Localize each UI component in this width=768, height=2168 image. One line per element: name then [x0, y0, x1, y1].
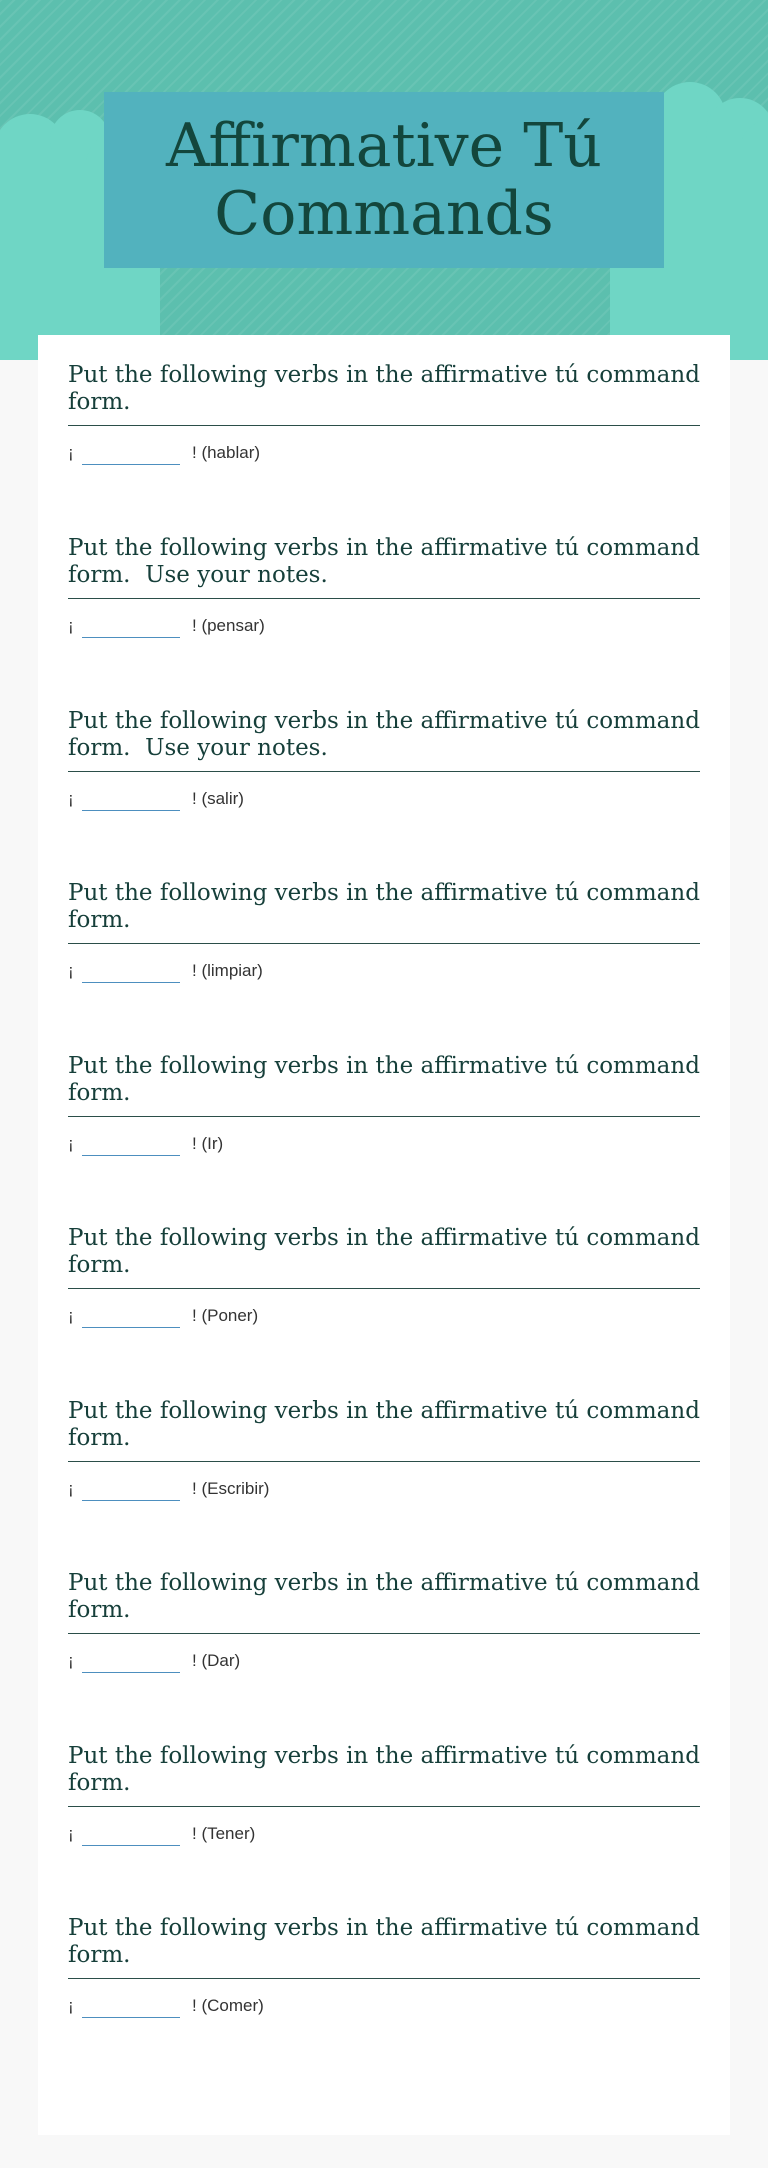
answer-input[interactable] — [82, 960, 180, 983]
answer-row — [68, 784, 700, 814]
open-exclamation: ¡ — [68, 1996, 74, 2015]
answer-input[interactable] — [82, 1823, 180, 1846]
question-9 — [68, 1743, 708, 1849]
answer-row — [68, 1819, 700, 1849]
open-exclamation: ¡ — [68, 789, 74, 808]
answer-row — [68, 1129, 700, 1159]
question-1 — [68, 362, 708, 468]
question-prompt: Put the following verbs in the affirmative tú command form. — [68, 1570, 700, 1634]
answer-input[interactable] — [82, 1133, 180, 1156]
question-prompt: Put the following verbs in the affirmative tú command form. — [68, 362, 700, 426]
header-banner — [0, 0, 768, 360]
question-2 — [68, 535, 708, 641]
verb-hint: ! (Escribir) — [192, 1479, 270, 1498]
open-exclamation: ¡ — [68, 1479, 74, 1498]
open-exclamation: ¡ — [68, 1134, 74, 1153]
open-exclamation: ¡ — [68, 1824, 74, 1843]
verb-hint: ! (salir) — [192, 789, 244, 808]
question-4 — [68, 880, 708, 986]
title-box — [104, 92, 664, 268]
verb-hint: ! (hablar) — [192, 443, 261, 462]
answer-input[interactable] — [82, 1995, 180, 2018]
question-10 — [68, 1915, 708, 2021]
verb-hint: ! (limpiar) — [192, 961, 263, 980]
question-3 — [68, 708, 708, 814]
answer-row — [68, 1646, 700, 1676]
answer-row — [68, 1474, 700, 1504]
question-6 — [68, 1225, 708, 1331]
verb-hint: ! (Comer) — [192, 1996, 264, 2015]
verb-hint: ! (pensar) — [192, 616, 265, 635]
verb-hint: ! (Poner) — [192, 1306, 259, 1325]
worksheet-card — [38, 335, 730, 2135]
answer-row — [68, 1991, 700, 2021]
question-7 — [68, 1398, 708, 1504]
question-prompt: Put the following verbs in the affirmative tú command form. — [68, 1915, 700, 1979]
question-prompt: Put the following verbs in the affirmative tú command form. — [68, 1053, 700, 1117]
question-prompt: Put the following verbs in the affirmative tú command form. — [68, 1743, 700, 1807]
verb-hint: ! (Tener) — [192, 1824, 256, 1843]
answer-input[interactable] — [82, 615, 180, 638]
open-exclamation: ¡ — [68, 1651, 74, 1670]
open-exclamation: ¡ — [68, 961, 74, 980]
open-exclamation: ¡ — [68, 443, 74, 462]
answer-row — [68, 611, 700, 641]
question-prompt: Put the following verbs in the affirmative tú command form. — [68, 1398, 700, 1462]
answer-input[interactable] — [82, 442, 180, 465]
verb-hint: ! (Dar) — [192, 1651, 241, 1670]
answer-input[interactable] — [82, 1650, 180, 1673]
page-title: Affirmative Tú Commands — [166, 111, 602, 249]
question-prompt: Put the following verbs in the affirmative tú command form. Use your notes. — [68, 535, 700, 599]
question-prompt: Put the following verbs in the affirmative tú command form. — [68, 880, 700, 944]
answer-row — [68, 956, 700, 986]
answer-input[interactable] — [82, 788, 180, 811]
question-prompt: Put the following verbs in the affirmative tú command form. Use your notes. — [68, 708, 700, 772]
question-5 — [68, 1053, 708, 1159]
answer-row — [68, 1301, 700, 1331]
open-exclamation: ¡ — [68, 1306, 74, 1325]
answer-input[interactable] — [82, 1478, 180, 1501]
answer-input[interactable] — [82, 1305, 180, 1328]
answer-row — [68, 438, 700, 468]
verb-hint: ! (Ir) — [192, 1134, 224, 1153]
question-8 — [68, 1570, 708, 1676]
open-exclamation: ¡ — [68, 616, 74, 635]
question-prompt: Put the following verbs in the affirmative tú command form. — [68, 1225, 700, 1289]
